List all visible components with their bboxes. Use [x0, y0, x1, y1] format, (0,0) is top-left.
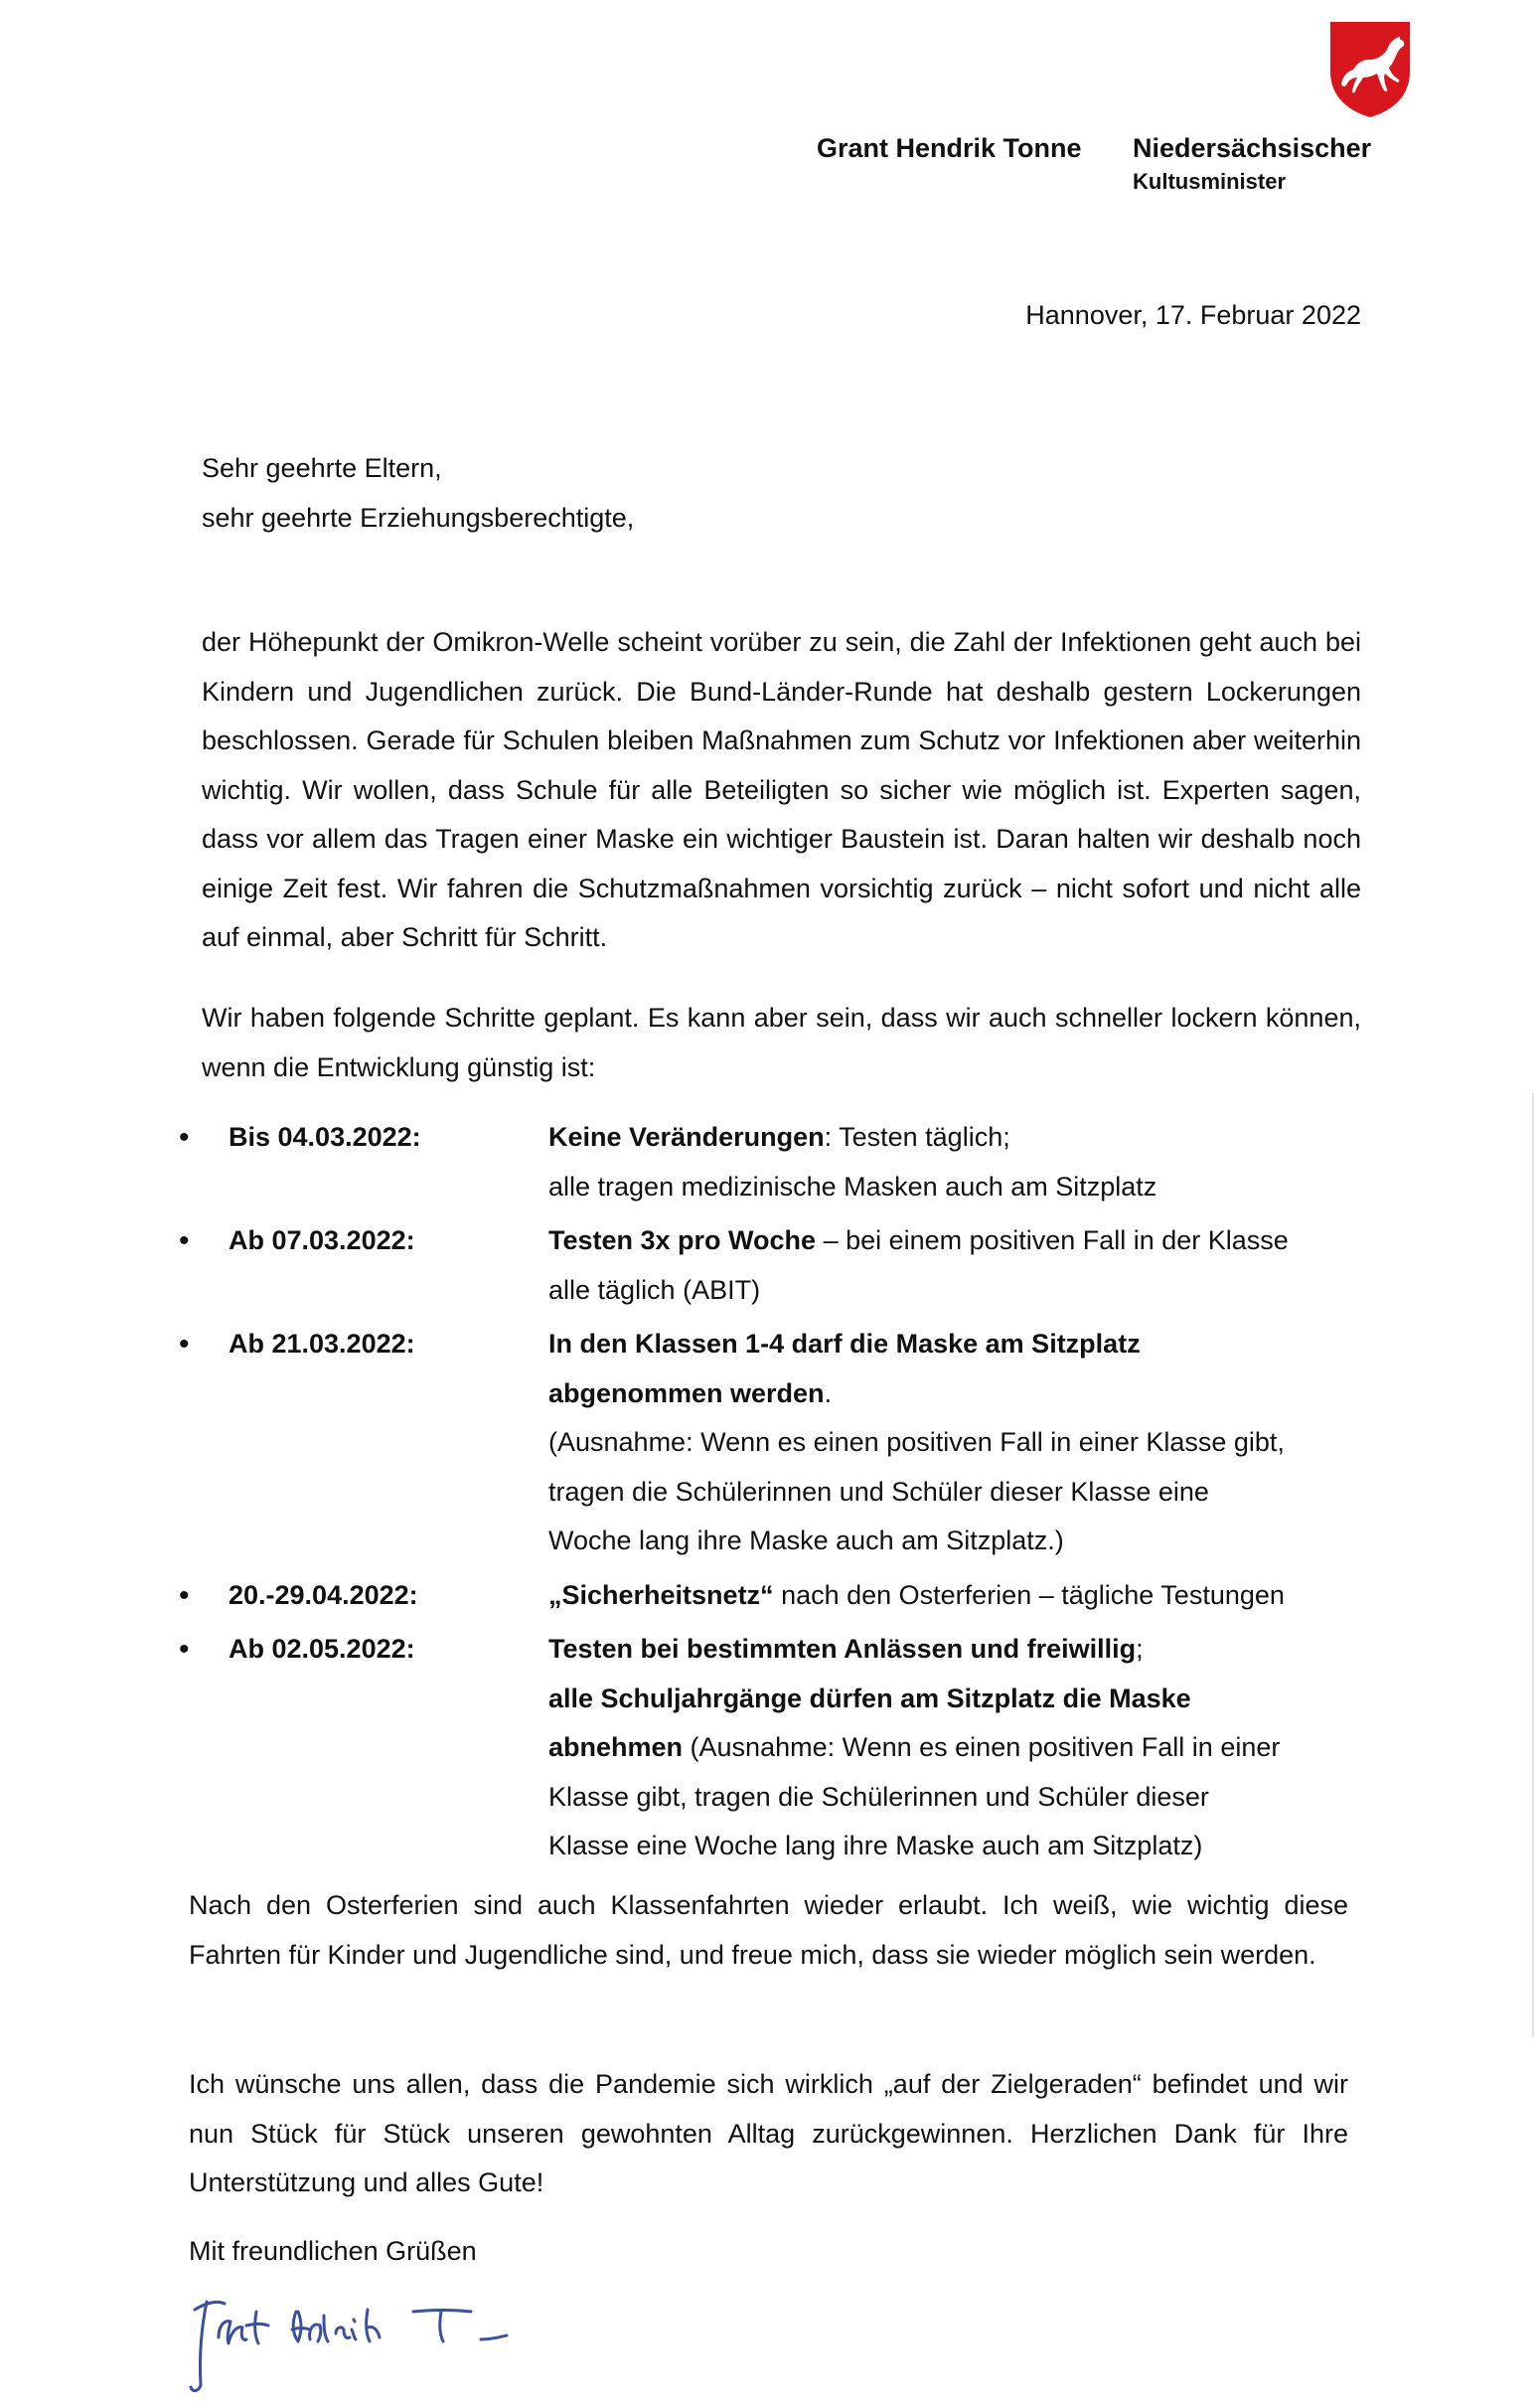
schedule-list: [179, 1113, 1371, 1876]
schedule-date: 20.-29.04.2022:: [229, 1579, 418, 1610]
schedule-text: – bei einem positiven Fall in der Klasse: [816, 1225, 1289, 1255]
schedule-description: [548, 1625, 1333, 1871]
schedule-item: [179, 1216, 1371, 1315]
schedule-date: Ab 07.03.2022:: [229, 1225, 415, 1255]
body-paragraph: Ich wünsche uns allen, dass die Pandemie sich wirklich „auf der Zielgeraden“ befindet und wir nun Stück für Stück unseren gewohnten Alltag zurückgewinnen. Herzlichen Dank für Ihre Unterstützung und alles Gute!: [189, 2069, 1348, 2197]
bullet-icon: •: [179, 1121, 190, 1154]
schedule-item: [179, 1571, 1371, 1621]
schedule-description: [548, 1216, 1333, 1315]
salutation-line: Sehr geehrte Eltern,: [202, 453, 442, 483]
schedule-highlight: abgenommen werden: [548, 1377, 825, 1408]
schedule-item: [179, 1113, 1371, 1211]
salutation-line: sehr geehrte Erziehungsberechtigte,: [202, 503, 635, 533]
schedule-description: [548, 1571, 1333, 1621]
lower-saxony-horse-crest-icon: [1327, 20, 1413, 119]
letter-date: Hannover, 17. Februar 2022: [1025, 300, 1361, 330]
schedule-description: [548, 1320, 1333, 1566]
schedule-highlight: „Sicherheitsnetz“: [548, 1579, 774, 1610]
schedule-highlight: Testen bei bestimmten Anlässen und freiwillig: [548, 1634, 1137, 1664]
salutation: [202, 443, 634, 543]
closing-phrase: Mit freundlichen Grüßen: [189, 2236, 477, 2266]
schedule-text: (Ausnahme: Wenn es einen positiven Fall in einer: [683, 1732, 1281, 1762]
bullet-icon: •: [179, 1224, 190, 1257]
schedule-text: alle täglich (ABIT): [548, 1274, 761, 1305]
schedule-text: (Ausnahme: Wenn es einen positiven Fall in einer Klasse gibt,: [548, 1427, 1285, 1457]
bullet-icon: •: [179, 1633, 190, 1666]
body-paragraph: Wir haben folgende Schritte geplant. Es kann aber sein, dass wir auch schneller lockern können, wenn die Entwicklung günstig ist:: [202, 1003, 1361, 1082]
schedule-date: Ab 02.05.2022:: [229, 1634, 415, 1664]
schedule-text: Woche lang ihre Maske auch am Sitzplatz.): [548, 1525, 1064, 1555]
schedule-highlight: Testen 3x pro Woche: [548, 1225, 817, 1255]
ministry-title: Niedersächsischer: [1133, 133, 1372, 163]
schedule-text: tragen die Schülerinnen und Schüler dieser Klasse eine: [548, 1476, 1209, 1507]
schedule-item: [179, 1320, 1371, 1566]
schedule-text: .: [824, 1377, 833, 1408]
handwritten-signature-icon: [185, 2282, 523, 2397]
body-paragraph: Nach den Osterferien sind auch Klassenfahrten wieder erlaubt. Ich weiß, wie wichtig diese Fahrten für Kinder und Jugendliche sind, und freue mich, dass sie wieder möglich sein werden.: [189, 1890, 1348, 1970]
schedule-date: Ab 21.03.2022:: [229, 1329, 415, 1359]
schedule-item: [179, 1625, 1371, 1871]
schedule-text: Klasse eine Woche lang ihre Maske auch am Sitzplatz): [548, 1831, 1203, 1860]
schedule-highlight: Keine Veränderungen: [548, 1122, 825, 1152]
schedule-description: [548, 1113, 1333, 1211]
bullet-icon: •: [179, 1578, 190, 1612]
bullet-icon: •: [179, 1328, 190, 1361]
schedule-text: nach den Osterferien – tägliche Testungen: [773, 1579, 1285, 1610]
schedule-date: Bis 04.03.2022:: [229, 1122, 421, 1152]
body-paragraph: der Höhepunkt der Omikron-Welle scheint vorüber zu sein, die Zahl der Infektionen geht auch bei Kindern und Jugendlichen zurück. Die Bund-Länder-Runde hat deshalb gestern Lockerungen beschlossen. Gerade für Schulen bleiben Maßnahmen zum Schutz vor Infektionen aber weiterhin wichtig. Wir wollen, dass Schule für alle Beteiligten so sicher wie möglich ist. Experten sagen, dass vor allem das Tragen einer Maske ein wichtiger Baustein ist. Daran halten wir deshalb noch einige Zeit fest. Wir fahren die Schutzmaßnahmen vorsichtig zurück – nicht sofort und nicht alle auf einmal, aber Schritt für Schritt.: [202, 627, 1361, 952]
scrollbar-track: [1532, 1093, 1534, 2037]
schedule-highlight: alle Schuljahrgänge dürfen am Sitzplatz die Maske: [548, 1683, 1191, 1713]
ministry-subtitle: Kultusminister: [1133, 169, 1287, 194]
schedule-text: ;: [1136, 1634, 1144, 1664]
schedule-text: alle tragen medizinische Masken auch am Sitzplatz: [548, 1171, 1157, 1202]
schedule-highlight: abnehmen: [548, 1732, 684, 1762]
schedule-highlight: In den Klassen 1-4 darf die Maske am Sitzplatz: [548, 1329, 1141, 1359]
schedule-text: : Testen täglich;: [824, 1122, 1010, 1152]
schedule-text: Klasse gibt, tragen die Schülerinnen und Schüler dieser: [548, 1781, 1209, 1812]
sender-name: Grant Hendrik Tonne: [817, 133, 1082, 163]
